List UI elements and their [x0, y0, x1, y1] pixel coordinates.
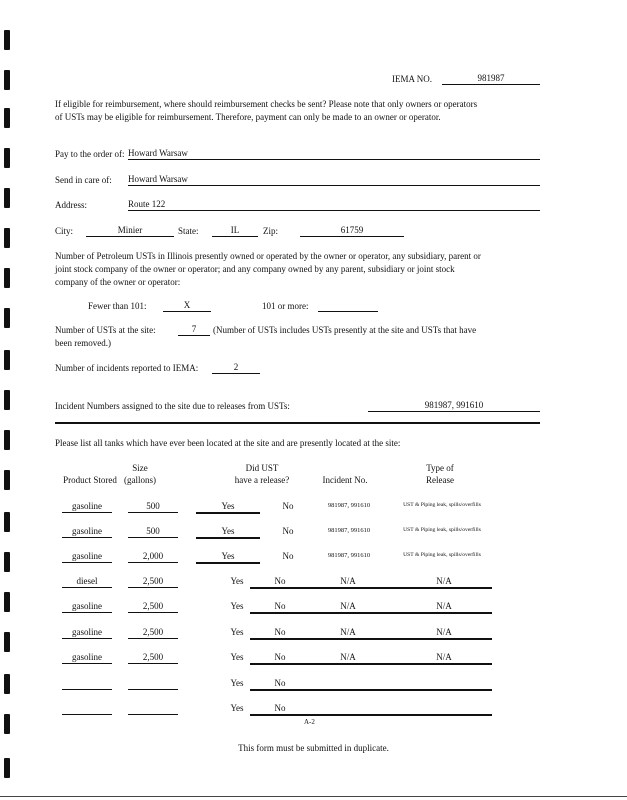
page-label: A-2 [304, 718, 315, 726]
release-no[interactable]: No [250, 703, 310, 716]
release-no[interactable]: No [250, 627, 310, 640]
zip-field[interactable]: 61759 [300, 225, 404, 237]
header-incident-no: Incident No. [322, 475, 368, 485]
binder-hole [4, 430, 10, 450]
binder-hole [4, 148, 10, 168]
incident-cell[interactable] [300, 678, 396, 691]
incidents-label: Number of incidents reported to IEMA: [55, 363, 199, 373]
state-field[interactable]: IL [212, 225, 258, 237]
address-field[interactable]: Route 122 [128, 199, 540, 211]
reimbursement-instructions: If eligible for reimbursement, where should reimbursement checks be sent? Please note that only owners or operators of USTs may be eligible for reimbursement. Therefore, payment can only be made to an owner or operator. [55, 99, 478, 122]
incident-cell[interactable]: 981987, 991610 [327, 502, 371, 509]
header-have-release: have a release? [234, 475, 290, 485]
fewer-field[interactable]: X [163, 300, 211, 312]
release-type-cell[interactable]: N/A [396, 652, 492, 665]
header-release: Release [426, 475, 454, 485]
size-cell[interactable]: 500 [128, 501, 178, 513]
release-yes[interactable]: Yes [230, 652, 244, 662]
fewer-label: Fewer than 101: [88, 301, 147, 311]
header-product: Product Stored [63, 475, 117, 485]
size-cell[interactable]: 2,500 [128, 576, 178, 588]
release-type-cell[interactable]: UST & Piping leak, spills/overfills [403, 527, 481, 533]
site-usts-note: (Number of USTs includes USTs presently at the site and USTs that have been removed.) [55, 325, 477, 348]
size-cell[interactable]: 2,500 [128, 652, 178, 664]
binder-hole [4, 674, 10, 694]
release-type-cell[interactable]: N/A [396, 576, 492, 589]
incident-cell[interactable]: N/A [300, 652, 396, 665]
binder-hole [4, 714, 10, 734]
binder-hole [4, 592, 10, 612]
send-care-label: Send in care of: [55, 175, 112, 185]
zip-label: Zip: [263, 226, 278, 236]
release-type-cell[interactable]: UST & Piping leak, spills/overfills [403, 502, 481, 508]
incidents-field[interactable]: 2 [212, 362, 260, 374]
release-yes[interactable]: Yes [196, 551, 260, 564]
binder-hole [4, 268, 10, 288]
binder-hole [4, 228, 10, 248]
header-did-ust: Did UST [245, 463, 279, 473]
size-cell[interactable]: 2,500 [128, 601, 178, 613]
incident-cell[interactable] [300, 703, 396, 716]
product-cell[interactable] [62, 703, 112, 715]
release-type-cell[interactable]: N/A [396, 627, 492, 640]
incident-cell[interactable]: N/A [300, 627, 396, 640]
incident-cell[interactable]: N/A [300, 601, 396, 614]
release-yes[interactable]: Yes [196, 526, 260, 539]
size-cell[interactable]: 2,500 [128, 627, 178, 639]
binder-hole [4, 308, 10, 328]
product-cell[interactable] [62, 678, 112, 690]
pay-to-label: Pay to the order of: [55, 149, 125, 159]
tanks-instructions: Please list all tanks which have ever been located at the site and are presently located at the site: [55, 438, 401, 448]
size-cell[interactable]: 500 [128, 526, 178, 538]
release-no[interactable]: No [250, 678, 310, 691]
release-no[interactable]: No [282, 501, 294, 511]
release-yes[interactable]: Yes [230, 627, 244, 637]
footer-note: This form must be submitted in duplicate. [238, 743, 389, 753]
pay-to-field[interactable]: Howard Warsaw [128, 148, 540, 160]
release-yes[interactable]: Yes [196, 501, 260, 514]
product-cell[interactable]: diesel [62, 576, 112, 588]
binder-hole [4, 70, 10, 90]
page-edge [0, 796, 627, 797]
release-type-cell[interactable]: UST & Piping leak, spills/overfills [403, 552, 481, 558]
binder-hole [4, 512, 10, 532]
product-cell[interactable]: gasoline [62, 627, 112, 639]
release-yes[interactable]: Yes [230, 678, 244, 688]
section-divider [55, 422, 540, 424]
state-label: State: [178, 226, 199, 236]
release-no[interactable]: No [250, 576, 310, 589]
binder-hole [4, 390, 10, 410]
binder-hole [4, 552, 10, 572]
product-cell[interactable]: gasoline [62, 501, 112, 513]
city-field[interactable]: Minier [86, 225, 174, 237]
binder-hole [4, 108, 10, 128]
iema-no-label: IEMA NO. [392, 74, 432, 84]
release-yes[interactable]: Yes [230, 703, 244, 713]
incident-cell[interactable]: 981987, 991610 [327, 552, 371, 559]
incident-numbers-label: Incident Numbers assigned to the site due to releases from USTs: [55, 401, 290, 411]
iema-no-value[interactable]: 981987 [442, 73, 540, 85]
more-field[interactable] [318, 300, 378, 312]
binder-hole [4, 188, 10, 208]
release-no[interactable]: No [282, 526, 294, 536]
product-cell[interactable]: gasoline [62, 652, 112, 664]
binder-hole [4, 632, 10, 652]
size-cell[interactable]: 2,000 [128, 551, 178, 563]
more-label: 101 or more: [262, 301, 309, 311]
product-cell[interactable]: gasoline [62, 601, 112, 613]
release-no[interactable]: No [250, 601, 310, 614]
product-cell[interactable]: gasoline [62, 551, 112, 563]
release-yes[interactable]: Yes [230, 601, 244, 611]
binder-hole [4, 350, 10, 370]
binder-hole [4, 30, 10, 50]
size-cell[interactable] [128, 678, 178, 690]
header-type-of: Type of [426, 463, 454, 473]
send-care-field[interactable]: Howard Warsaw [128, 174, 540, 186]
release-type-cell[interactable]: N/A [396, 601, 492, 614]
city-label: City: [55, 226, 74, 236]
release-yes[interactable]: Yes [230, 576, 244, 586]
header-gallons: (gallons) [124, 475, 156, 485]
incident-numbers-field[interactable]: 981987, 991610 [368, 400, 540, 412]
ust-count-instructions: Number of Petroleum USTs in Illinois presently owned or operated by the owner or operator, any subsidiary, parent or joint stock company of the owner or operator; and any company owned by any parent, subsidiary or joint stock company of the owner or operator: [55, 251, 481, 287]
address-label: Address: [55, 200, 87, 210]
site-usts-field[interactable]: 7 [178, 324, 210, 336]
incident-cell[interactable]: 981987, 991610 [327, 527, 371, 534]
binder-hole [4, 470, 10, 490]
site-usts-label: Number of USTs at the site: [55, 325, 156, 335]
release-type-cell[interactable] [396, 703, 492, 716]
incident-cell[interactable]: N/A [300, 576, 396, 589]
release-no[interactable]: No [282, 551, 294, 561]
release-type-cell[interactable] [396, 678, 492, 691]
size-cell[interactable] [128, 703, 178, 715]
header-size: Size [132, 463, 148, 473]
binder-hole [4, 758, 10, 778]
release-no[interactable]: No [250, 652, 310, 665]
product-cell[interactable]: gasoline [62, 526, 112, 538]
